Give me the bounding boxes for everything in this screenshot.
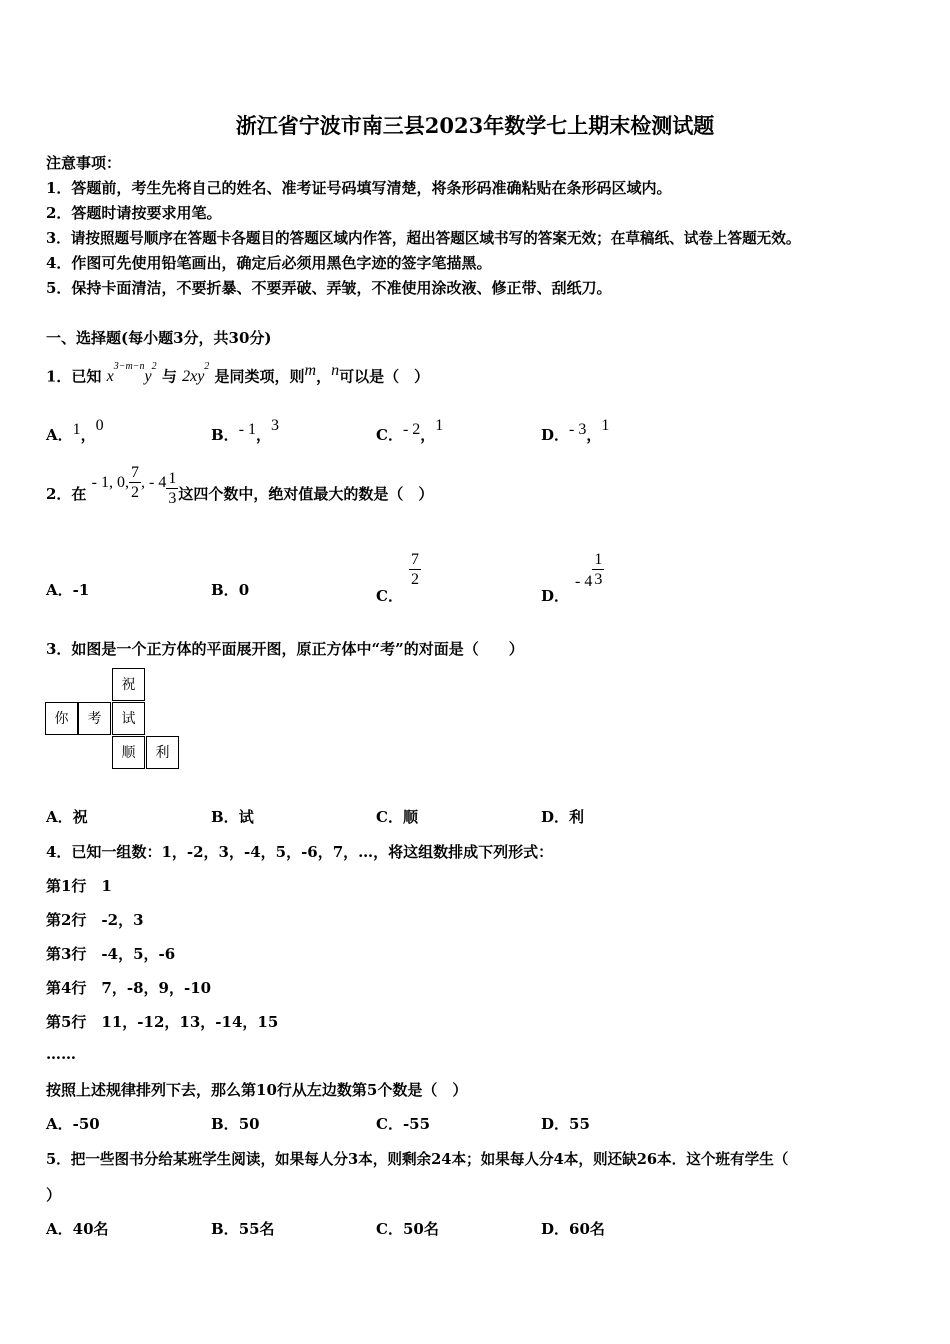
q1-option-d[interactable]: D．- 3，1 bbox=[541, 417, 610, 444]
q4-option-c[interactable]: C．-55 bbox=[376, 1115, 431, 1133]
q1-option-c[interactable]: C．- 2，1 bbox=[376, 417, 444, 444]
q1-expr2: $2xy^2$ bbox=[182, 361, 210, 386]
q1-expr1: $x^{3-m-n}y^2$ bbox=[106, 361, 157, 386]
question-5: 5．把一些图书分给某班学生阅读，如果每人分3本，则剩余24本；如果每人分4本，则还缺26本．这个班有学生（ bbox=[46, 1151, 789, 1168]
q3-option-d[interactable]: D．利 bbox=[541, 808, 585, 826]
q4-row: 第2行 -2，3 bbox=[46, 911, 144, 929]
q1-mid: 与 bbox=[161, 367, 177, 386]
q5-option-a[interactable]: A．40名 bbox=[46, 1220, 109, 1238]
q2-suffix: 这四个数中，绝对值最大的数是（ ） bbox=[178, 485, 434, 503]
net-cell: 你 bbox=[45, 702, 78, 735]
notice-item: 3．请按照题号顺序在答题卡各题目的答题区域内作答，超出答题区域书写的答案无效；在草稿纸、试卷上答题无效。 bbox=[46, 230, 801, 247]
question-4: 4．已知一组数：1，-2，3，-4，5，-6，7，…，将这组数排成下列形式： bbox=[46, 843, 554, 861]
net-cell: 利 bbox=[146, 736, 179, 769]
net-cell: 祝 bbox=[112, 668, 145, 701]
q1-suffix2: 可以是（ ） bbox=[339, 367, 430, 386]
q4-question: 按照上述规律排列下去，那么第10行从左边数第5个数是（ ） bbox=[46, 1081, 468, 1099]
q4-option-b[interactable]: B．50 bbox=[211, 1115, 260, 1133]
q4-row: 第3行 -4，5，-6 bbox=[46, 945, 176, 963]
q4-row: 第1行 1 bbox=[46, 877, 112, 895]
q3-option-b[interactable]: B．试 bbox=[211, 808, 254, 826]
cube-net-diagram bbox=[45, 668, 185, 772]
notice-item: 1．答题前，考生先将自己的姓名、准考证号码填写清楚，将条形码准确粘贴在条形码区域内。 bbox=[46, 179, 672, 197]
question-5-end: ） bbox=[46, 1186, 62, 1204]
q2-option-c[interactable]: C． $\frac{7}{2}$ bbox=[376, 551, 419, 605]
net-cell: 试 bbox=[112, 702, 145, 735]
q2-prefix: 2．在 bbox=[46, 485, 87, 503]
q2-option-b[interactable]: B．0 bbox=[211, 581, 250, 599]
q5-option-c[interactable]: C．50名 bbox=[376, 1220, 439, 1238]
q4-row: 第5行 11，-12，13，-14，15 bbox=[46, 1013, 279, 1031]
q1-m: m bbox=[304, 362, 317, 380]
q1-prefix: 1．已知 bbox=[46, 367, 102, 386]
q4-option-a[interactable]: A．-50 bbox=[46, 1115, 100, 1133]
notice-item: 5．保持卡面清洁，不要折暴、不要弄破、弄皱，不准使用涂改液、修正带、刮纸刀。 bbox=[46, 279, 612, 297]
section-heading: 一、选择题(每小题3分，共30分) bbox=[46, 329, 272, 347]
question-1 bbox=[46, 358, 429, 392]
net-cell: 顺 bbox=[112, 736, 145, 769]
q2-fraction: $\frac{7}{2}$ bbox=[131, 464, 139, 501]
q1-comma: ， bbox=[316, 367, 332, 386]
q5-option-b[interactable]: B．55名 bbox=[211, 1220, 275, 1238]
notice-heading: 注意事项： bbox=[46, 154, 122, 172]
net-cell: 考 bbox=[78, 702, 111, 735]
q3-option-a[interactable]: A．祝 bbox=[46, 808, 88, 826]
q1-option-a[interactable]: A．1，0 bbox=[46, 417, 104, 444]
q2-mixed-fraction: $\frac{1}{3}$ bbox=[168, 470, 177, 507]
q2-option-a[interactable]: A．-1 bbox=[46, 581, 90, 599]
q1-suffix1: 是同类项，则 bbox=[214, 367, 305, 386]
q1-option-b[interactable]: B．- 1，3 bbox=[211, 417, 280, 444]
q4-ellipsis: …… bbox=[46, 1045, 76, 1063]
q2-option-d[interactable]: D．- 4 $\frac{1}{3}$ bbox=[541, 551, 603, 605]
notice-item: 2．答题时请按要求用笔。 bbox=[46, 204, 222, 222]
q5-option-d[interactable]: D．60名 bbox=[541, 1220, 605, 1238]
question-3: 3．如图是一个正方体的平面展开图，原正方体中“考”的对面是（ ） bbox=[46, 640, 524, 658]
q2-list: - 1, 0, bbox=[91, 474, 129, 491]
question-2 bbox=[46, 464, 434, 517]
notice-item: 4．作图可先使用铅笔画出，确定后必须用黑色字迹的签字笔描黑。 bbox=[46, 254, 492, 272]
q1-n: n bbox=[331, 362, 340, 380]
q2-sep: , - 4 bbox=[141, 474, 167, 491]
q3-option-c[interactable]: C．顺 bbox=[376, 808, 418, 826]
page-title: 浙江省宁波市南三县2023年数学七上期末检测试题 bbox=[235, 113, 715, 138]
q4-row: 第4行 7，-8，9，-10 bbox=[46, 979, 212, 997]
q4-option-d[interactable]: D．55 bbox=[541, 1115, 590, 1133]
